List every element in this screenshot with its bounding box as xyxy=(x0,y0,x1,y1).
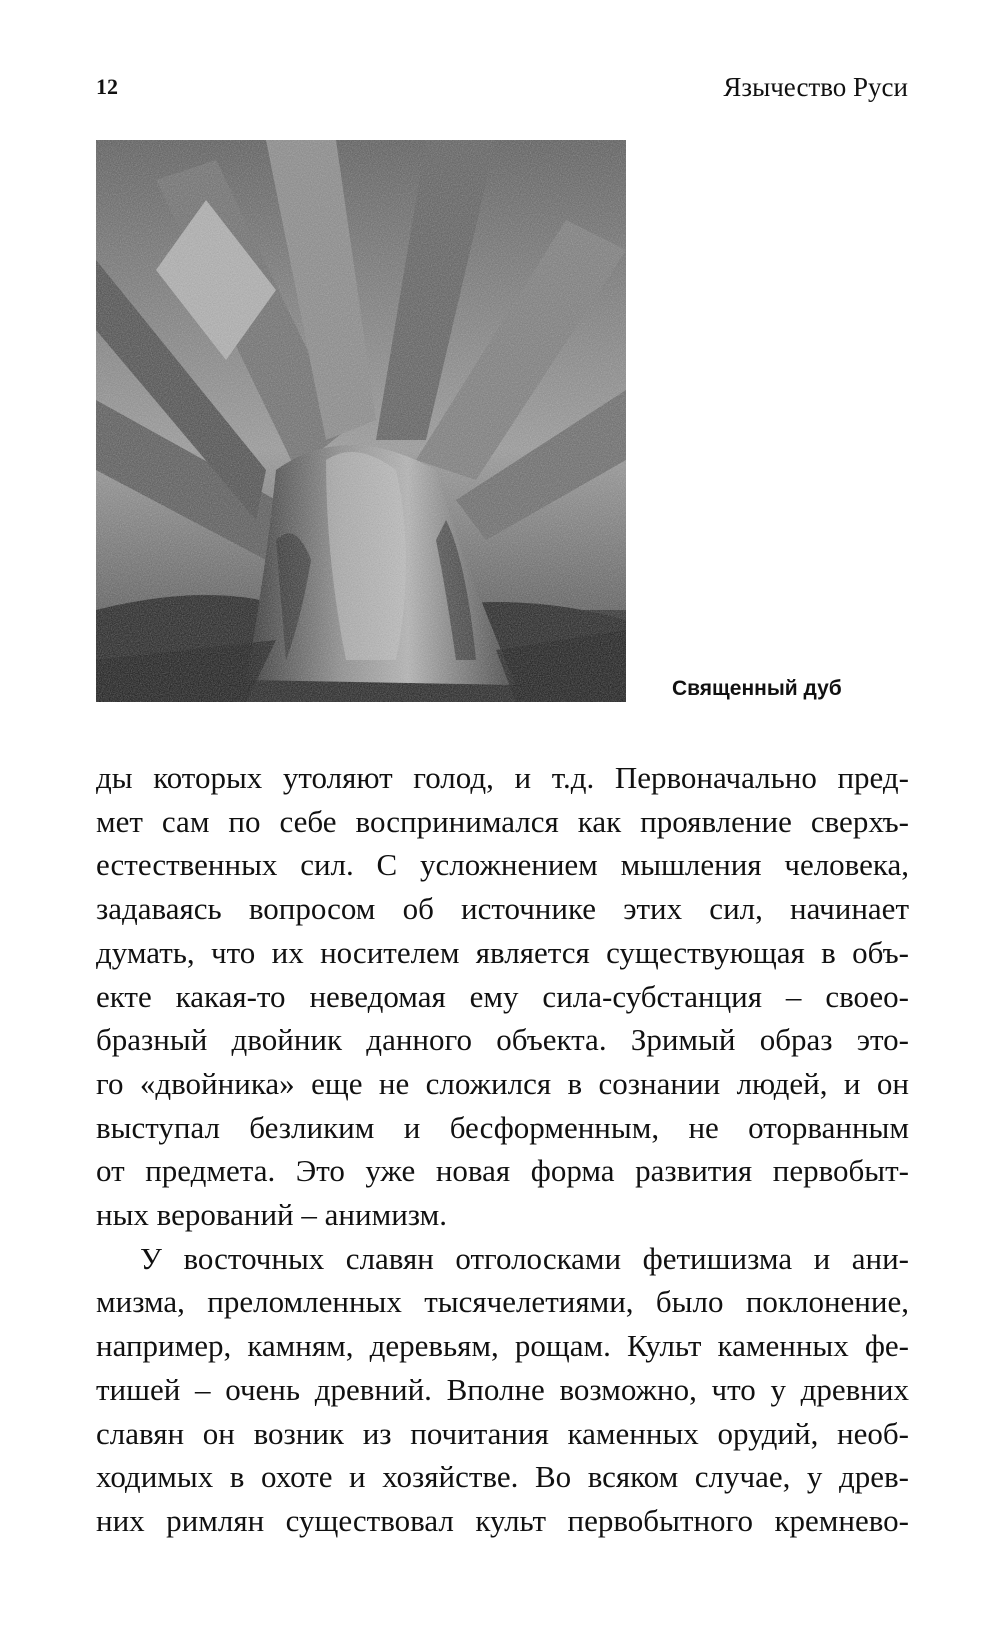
text-line: них римлян существовал культ первобытного кремнево- xyxy=(96,1502,909,1538)
body-text xyxy=(96,756,909,1543)
text-line: естественных сил. С усложнением мышления человека, xyxy=(96,847,909,883)
text-line: бразный двойник данного объекта. Зримый образ это- xyxy=(96,1022,909,1058)
text-line: мет сам по себе воспринимался как проявление сверхъ- xyxy=(96,803,909,839)
page-header xyxy=(96,68,908,108)
page-number: 12 xyxy=(96,74,118,99)
paragraph-2 xyxy=(96,1237,909,1543)
sacred-oak-photo xyxy=(96,140,626,702)
text-line: ды которых утоляют голод, и т.д. Первоначально пред- xyxy=(96,760,909,795)
text-line: мизма, преломленных тысячелетиями, было поклонение, xyxy=(96,1284,909,1320)
paragraph-1 xyxy=(96,756,909,1237)
text-line: например, камням, деревьям, рощам. Культ каменных фе- xyxy=(96,1328,909,1364)
text-line: задаваясь вопросом об источнике этих сил, начинает xyxy=(96,891,909,927)
text-line: екте какая-то неведомая ему сила-субстанция – своео- xyxy=(96,978,909,1014)
text-line: выступал безликим и бесформенным, не оторванным xyxy=(96,1109,909,1145)
text-line: думать, что их носителем является существующая в объ- xyxy=(96,934,909,970)
text-line: ходимых в охоте и хозяйстве. Во всяком случае, у древ- xyxy=(96,1459,909,1495)
text-line: тишей – очень древний. Вполне возможно, что у древних xyxy=(96,1371,909,1407)
text-line: славян он возник из почитания каменных орудий, необ- xyxy=(96,1415,909,1451)
figure-caption: Священный дуб xyxy=(672,677,842,700)
running-title: Язычество Руси xyxy=(723,72,908,102)
text-line: го «двойника» еще не сложился в сознании людей, и он xyxy=(96,1065,909,1101)
oak-tree-illustration xyxy=(96,140,626,702)
text-line: У восточных славян отголосками фетишизма и ани- xyxy=(140,1240,909,1276)
text-line: ных верований – анимизм. xyxy=(96,1197,447,1233)
text-line: от предмета. Это уже новая форма развития первобыт- xyxy=(96,1153,909,1189)
